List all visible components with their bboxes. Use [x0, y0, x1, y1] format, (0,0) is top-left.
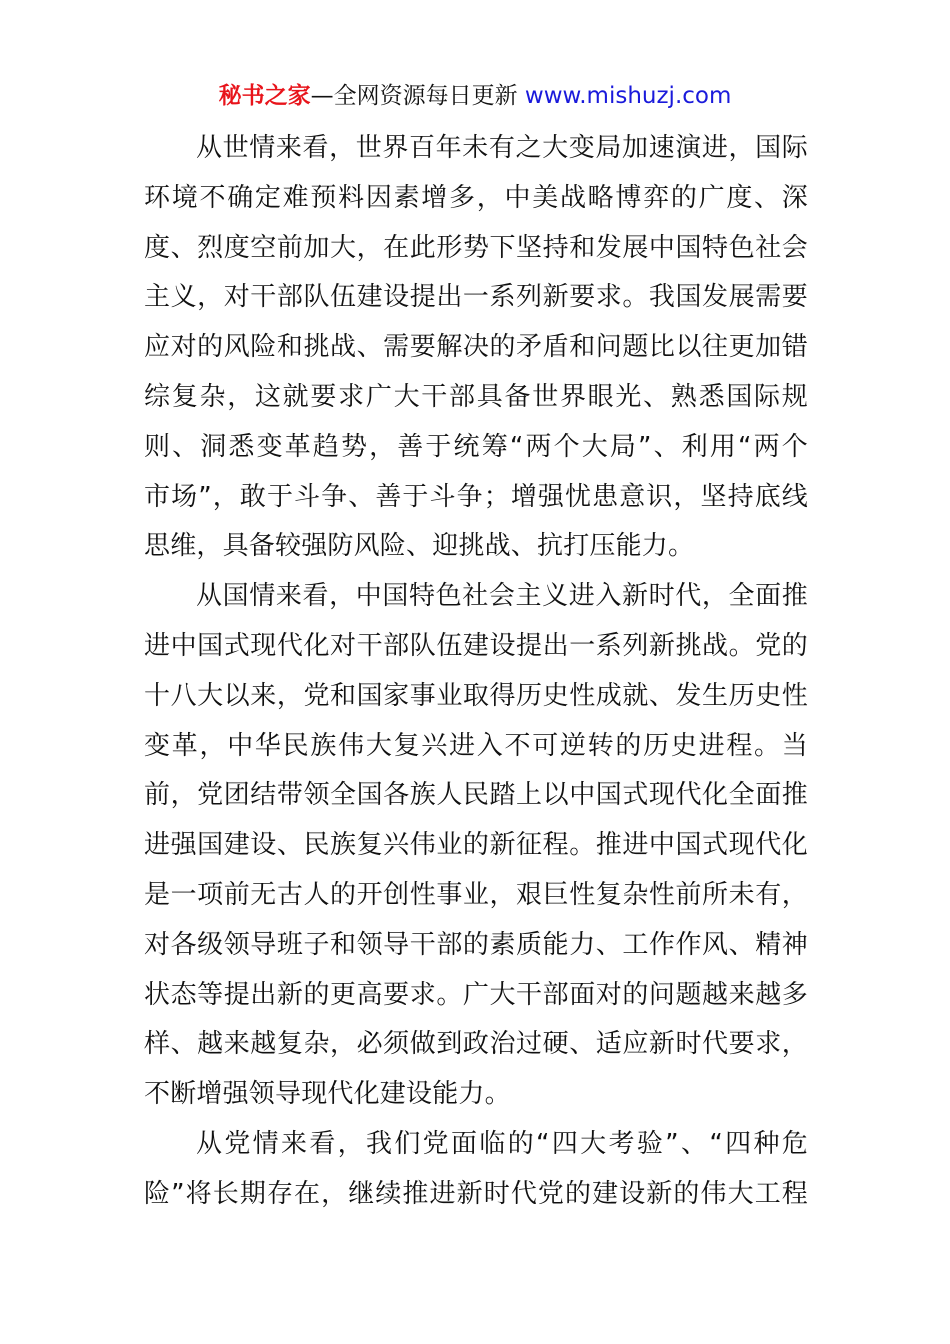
site-url-link[interactable]: www.mishuzj.com [524, 83, 732, 109]
text-line: 样、越来越复杂，必须做到政治过硬、适应新时代要求， [144, 1029, 808, 1060]
text-line: 应对的风险和挑战、需要解决的矛盾和问题比以往更加错 [144, 332, 808, 363]
text-line: 从国情来看，中国特色社会主义进入新时代，全面推 [196, 581, 808, 612]
text-line: 则、洞悉变革趋势，善于统筹“两个大局”、利用“两个 [144, 431, 808, 462]
text-line: 从世情来看，世界百年未有之大变局加速演进，国际 [196, 133, 808, 163]
text-line: 主义，对干部队伍建设提出一系列新要求。我国发展需要 [144, 282, 808, 313]
text-line: 环境不确定难预料因素增多，中美战略博弈的广度、深 [144, 182, 808, 213]
site-tagline: —全网资源每日更新 [310, 83, 525, 109]
text-line: 变革，中华民族伟大复兴进入不可逆转的历史进程。当 [144, 730, 808, 761]
text-line: 市场”，敢于斗争、善于斗争；增强忧患意识，坚持底线 [144, 481, 808, 512]
text-line: 前，党团结带领全国各族人民踏上以中国式现代化全面推 [144, 780, 808, 811]
text-line: 不断增强领导现代化建设能力。 [144, 1079, 511, 1110]
site-header [0, 80, 950, 112]
text-line: 进中国式现代化对干部队伍建设提出一系列新挑战。党的 [144, 630, 808, 661]
paragraph-party-situation [144, 1120, 808, 1220]
text-line: 思维，具备较强防风险、迎挑战、抗打压能力。 [144, 531, 695, 562]
text-line: 十八大以来，党和国家事业取得历史性成就、发生历史性 [144, 680, 808, 711]
site-brand: 秘书之家 [218, 83, 311, 109]
text-line: 是一项前无古人的开创性事业，艰巨性复杂性前所未有， [144, 879, 808, 910]
text-line: 对各级领导班子和领导干部的素质能力、工作作风、精神 [144, 929, 808, 960]
text-line: 度、烈度空前加大，在此形势下坚持和发展中国特色社会 [144, 232, 808, 263]
text-line: 状态等提出新的更高要求。广大干部面对的问题越来越多 [144, 979, 808, 1010]
text-line: 从党情来看，我们党面临的“四大考验”、“四种危 [196, 1128, 808, 1159]
text-line: 综复杂，这就要求广大干部具备世界眼光、熟悉国际规 [144, 381, 808, 412]
text-line: 进强国建设、民族复兴伟业的新征程。推进中国式现代化 [144, 830, 808, 861]
document-body [144, 124, 808, 1220]
paragraph-world-situation [144, 124, 808, 572]
text-line: 险”将长期存在，继续推进新时代党的建设新的伟大工程 [144, 1178, 808, 1209]
paragraph-national-situation [144, 572, 808, 1120]
